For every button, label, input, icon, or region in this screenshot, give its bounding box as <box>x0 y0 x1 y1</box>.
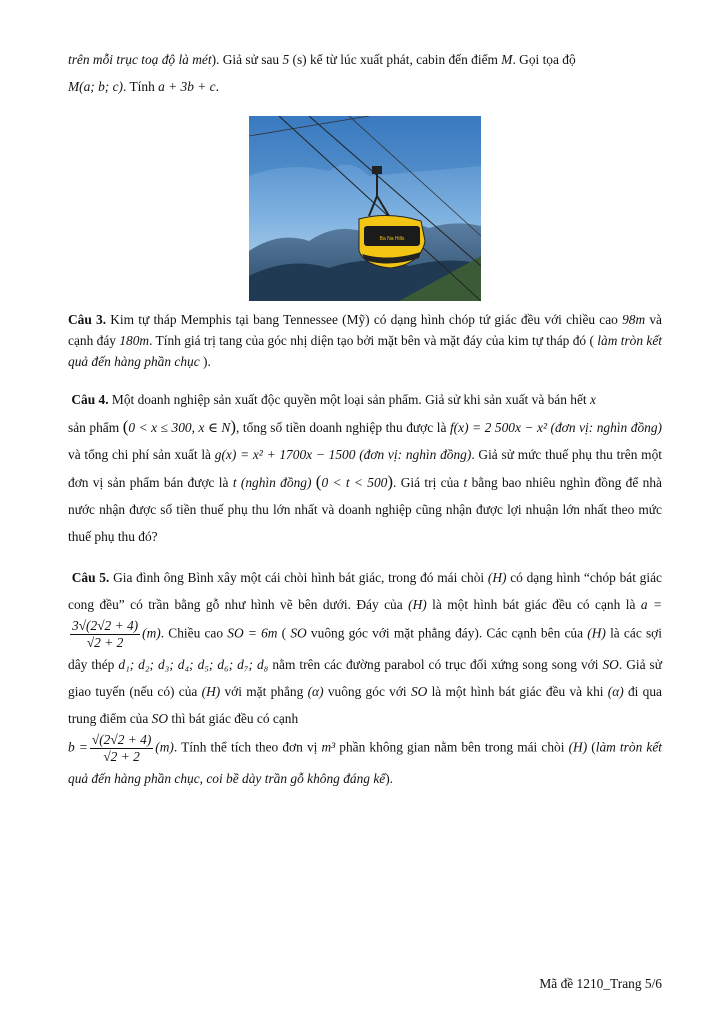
question-3-label: Câu 3. <box>68 312 107 327</box>
q5-text: Gia đình ông Bình xây một cái chòi hình bát giác, trong đó mái chòi <box>109 570 488 585</box>
q4-text: Một doanh nghiệp sản xuất độc quyền một loại sản phẩm. Giả sử khi sản xuất và bán hết <box>108 392 590 407</box>
question-4-label: Câu 4. <box>71 392 109 407</box>
q3-height: 98m <box>622 312 646 327</box>
roof-H: (H) <box>201 684 221 699</box>
roof-H: (H) <box>408 597 427 612</box>
a-denominator: √2 + 2 <box>86 635 124 650</box>
q4-condition: 0 < x ≤ 300, x ∈ N <box>128 420 231 435</box>
f-expression: f(x) = 2 500x − x² <box>449 420 547 435</box>
q5-text: có dạng hình “chóp bát giác cong đều” có trần bằng gỗ như hình vẽ bên dưới. Đáy của <box>68 570 662 612</box>
q5-text: đi qua trung điểm của <box>68 684 663 726</box>
q5-text: ( <box>587 739 596 755</box>
b-denominator: √2 + 2 <box>103 749 140 764</box>
q3-base: 180m <box>119 333 150 348</box>
unit-m3: m³ <box>321 739 336 755</box>
b-lhs: b = <box>68 739 88 755</box>
a-numerator: 3√(2√2 + 4) <box>72 618 139 633</box>
q5-text: ). <box>385 771 394 786</box>
a-fraction <box>70 618 140 651</box>
question-5-label: Câu 5. <box>71 570 110 585</box>
q4-text: sản phẩm <box>68 420 123 435</box>
plane-alpha: (α) <box>307 684 324 699</box>
g-expression: g(x) = x² + 1700x − 1500 <box>214 447 356 462</box>
SO: SO <box>410 684 428 699</box>
q4-text: . Giá trị của <box>393 475 464 490</box>
question-4: Câu 4. Một doanh nghiệp sản xuất độc quyền một loại sản phẩm. Giả sử khi sản xuất và bán hết x sản phẩm (0 < x ≤ 300, x ∈ N), tổng số tiền doanh nghiệp thu được là f(x) = 2 500x − x² (đơn vị: nghìn đồng) và tổng chi phí sản xuất là g(x) = x² + 1700x − 1500 (đơn vị: nghìn đồng). Giả sử mức thuế phụ thu trên một đơn vị sản phẩm bán được là t (nghìn đồng) (0 < t < 500). Giá trị của t bằng bao nhiêu nghìn đồng để nhà nước nhận được số tiền thuế phụ thu lớn nhất và doanh nghiệp cũng nhận được lợi nhuận lớn nhất theo mức thuế phụ thu đó? <box>68 392 663 544</box>
unit-m: (m) <box>142 625 161 641</box>
point-M: M <box>501 52 513 67</box>
q5-text: . Giả sử giao tuyến (nếu có) của <box>68 657 662 699</box>
wires: d₁; d₂; d₃; d₄; d₅; d₆; d₇; d₈ <box>118 657 269 672</box>
SO: SO <box>602 657 619 672</box>
cable-car-photo <box>249 116 481 301</box>
q4-text: và tổng chi phí sản xuất là <box>68 447 215 462</box>
height-SO: SO = 6m <box>227 625 278 641</box>
q5-text: là các sợi dây thép <box>68 625 662 672</box>
q5-text: . Tính thể tích theo đơn vị <box>173 739 322 755</box>
q3-text: ). <box>199 354 211 369</box>
var-x: x <box>590 392 596 407</box>
q4-unit: (đơn vị: nghìn đồng) <box>359 447 472 462</box>
q5-note: làm tròn kết quả đến hàng phần chục, coi bề dày trần gỗ không đáng kể <box>68 739 662 786</box>
q3-text: Kim tự tháp Memphis tại bang Tennessee (Mỹ) có dạng hình chóp tứ giác đều với chiều cao <box>106 312 623 327</box>
q5-text: ( <box>277 625 291 641</box>
q3-note: làm tròn kết quả đến hàng phần chục <box>68 333 663 369</box>
time-value: 5 <box>282 52 290 67</box>
cabin-label: Ba Na Hills <box>379 236 405 242</box>
expression: a + 3b + c <box>158 79 216 94</box>
page-content <box>68 46 662 792</box>
q4-text: , tổng số tiền doanh nghiệp thu được là <box>236 420 450 435</box>
a-lhs: a = <box>640 597 662 612</box>
roof-H: (H) <box>487 570 507 585</box>
q5-text: vuông góc với <box>323 684 411 699</box>
q5-text: với mặt phẳng <box>220 684 308 699</box>
time-unit: (s) kể từ lúc xuất phát, cabin đến điểm <box>289 52 502 67</box>
page-footer: Mã đề 1210_Trang 5/6 <box>539 976 662 991</box>
q4-text: bằng bao nhiêu nghìn đồng để nhà nước nhận được số tiền thuế phụ thu lớn nhất và doanh nghiệp cũng nhận được lợi nhuận lớn nhất theo mức thuế phụ thu đó? <box>68 475 662 544</box>
question-3 <box>68 309 662 372</box>
SO: SO <box>151 711 169 726</box>
question-5 <box>68 564 662 792</box>
plane-alpha: (α) <box>607 684 624 699</box>
cable-car-illustration <box>249 116 481 301</box>
compute-label: . Tính <box>123 79 159 94</box>
t-condition: 0 < t < 500 <box>321 475 388 490</box>
q3-text: . Tính giá trị tang của góc nhị diện tạo bởi mặt bên và mặt đáy của kim tự tháp đó ( <box>149 333 598 348</box>
intro-end: . Gọi tọa độ <box>512 52 576 67</box>
var-t: t <box>463 475 468 490</box>
intro-period: . <box>215 79 219 94</box>
unit-m: (m) <box>155 739 174 755</box>
q3-text: và cạnh đáy <box>68 312 662 348</box>
q5-text: . Chiều cao <box>160 625 228 641</box>
q5-text: vuông góc với mặt phẳng đáy). Các cạnh bên của <box>306 625 588 641</box>
intro-italic: trên mỗi trục toạ độ là mét <box>68 52 212 67</box>
q5-text: phần không gian nằm bên trong mái chòi <box>335 739 569 755</box>
q5-text: là một hình bát giác đều có cạnh là <box>426 597 641 612</box>
roof-H: (H) <box>587 625 606 641</box>
q5-text: thì bát giác đều có cạnh <box>168 711 299 726</box>
b-fraction <box>90 732 153 765</box>
q4-unit: (đơn vị: nghìn đồng) <box>550 420 663 435</box>
intro-text: ). Giả sử sau <box>211 52 283 67</box>
b-numerator: √(2√2 + 4) <box>91 732 152 747</box>
q5-text: nằm trên các đường parabol có trục đối xứng song song với <box>268 657 603 672</box>
SO: SO <box>290 625 307 641</box>
roof-H: (H) <box>568 739 588 755</box>
q5-text: là một hình bát giác đều và khi <box>427 684 608 699</box>
point-coords: M(a; b; c) <box>68 79 124 94</box>
var-t: t <box>232 475 237 490</box>
intro-paragraph <box>68 46 662 100</box>
q4-unit: (nghìn đồng) <box>240 475 312 490</box>
q4-text: . Giả sử mức thuế phụ thu trên một đơn vị sản phẩm bán được là <box>68 447 663 490</box>
